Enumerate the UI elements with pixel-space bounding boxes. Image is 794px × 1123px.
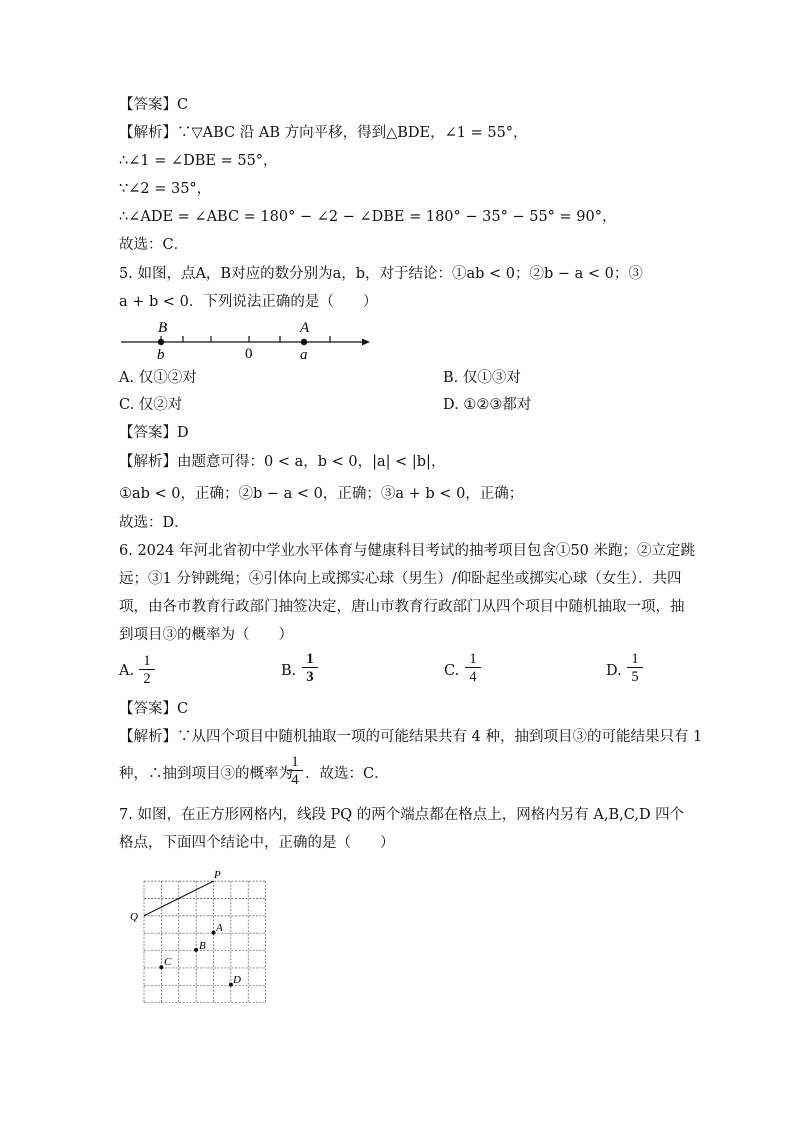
q5-analysis-line-1: 【解析】由题意可得：0 < a，b < 0，|a| < |b|， xyxy=(119,454,446,470)
q6-stem-line-2: 远；③1 分钟跳绳；④引体向上或掷实心球（男生）/仰卧起坐或掷实心球（女生）．共四 xyxy=(119,571,682,587)
fraction-denominator: 5 xyxy=(631,669,639,685)
q5-option-b: B. 仅①③对 xyxy=(443,370,521,386)
fraction-denominator: 4 xyxy=(469,669,477,685)
fraction-denominator: 4 xyxy=(291,772,299,788)
q6-option-a-label: A. xyxy=(119,663,135,679)
label-0: 0 xyxy=(245,346,253,362)
q6-stem-line-1: 6. 2024 年河北省初中学业水平体育与健康科目考试的抽考项目包含①50 米跑；②立定跳 xyxy=(119,543,696,559)
q4-conclusion: 故选：C． xyxy=(119,237,189,253)
point-c-dot xyxy=(159,965,163,969)
point-a-dot xyxy=(301,339,307,345)
q7-grid-figure xyxy=(126,870,268,1006)
q6-analysis-line-1: 【解析】∵从四个项目中随机抽取一项的可能结果共有 4 种，抽到项目③的可能结果只有 1 xyxy=(119,729,703,745)
q5-option-c: C. 仅②对 xyxy=(119,397,183,413)
q5-analysis-line-2: ①ab < 0，正确；②b − a < 0，正确；③a + b < 0，正确； xyxy=(119,486,524,502)
point-a-dot xyxy=(212,931,216,935)
q7-stem-line-2: 格点，下面四个结论中，正确的是（ ） xyxy=(119,835,395,851)
q6-option-d-label: D. xyxy=(606,663,622,679)
label-B: B xyxy=(199,940,206,952)
q5-conclusion: 故选：D． xyxy=(119,515,189,531)
label-D: D xyxy=(233,974,241,986)
fraction-numerator: 1 xyxy=(465,651,481,668)
q6-analysis-line-2-prefix: 种，∴抽到项目③的概率为 xyxy=(119,766,293,782)
fraction-numerator: 1 xyxy=(302,651,318,668)
point-b-dot xyxy=(194,948,198,952)
label-B: B xyxy=(158,320,168,336)
label-b: b xyxy=(157,347,165,363)
q6-stem-line-4: 到项目③的概率为（ ） xyxy=(119,627,293,643)
q5-number-line xyxy=(118,318,378,364)
label-P: P xyxy=(214,870,221,881)
label-a: a xyxy=(300,347,308,363)
q4-analysis-line-2: ∴∠1 = ∠DBE = 55°， xyxy=(119,153,278,169)
q6-option-b-label: B. xyxy=(281,663,297,679)
q6-option-d-fraction xyxy=(627,651,643,686)
q6-stem-line-3: 项，由各市教育行政部门抽签决定，唐山市教育行政部门从四个项目中随机抽取一项，抽 xyxy=(119,599,685,615)
q6-option-b-fraction xyxy=(302,651,318,686)
q6-option-c-fraction xyxy=(465,651,481,686)
q6-analysis-line-2-suffix: ．故选：C． xyxy=(305,766,389,782)
q4-analysis-line-3: ∵∠2 = 35°， xyxy=(119,181,212,197)
q5-stem-line-1: 5. 如图，点A，B对应的数分别为a，b，对于结论：①ab < 0；②b − a < 0；③ xyxy=(119,266,643,282)
fraction-numerator: 1 xyxy=(287,754,303,771)
q5-option-a: A. 仅①②对 xyxy=(119,370,197,386)
q7-stem-line-1: 7. 如图，在正方形网格内，线段 PQ 的两个端点都在格点上，网格内另有 A,B,C,D 四个 xyxy=(119,807,685,823)
q4-analysis-line-4: ∴∠ADE = ∠ABC = 180° − ∠2 − ∠DBE = 180° − 35° − 55° = 90°， xyxy=(119,209,617,225)
label-A: A xyxy=(300,320,310,336)
fraction-numerator: 1 xyxy=(627,651,643,668)
q6-answer: 【答案】C xyxy=(119,701,189,717)
label-A: A xyxy=(216,922,223,934)
q5-stem-line-2: a + b < 0．下列说法正确的是（ ） xyxy=(119,294,378,310)
q6-option-a-fraction xyxy=(139,653,155,688)
q6-option-c-label: C. xyxy=(444,663,460,679)
q5-answer: 【答案】D xyxy=(119,425,189,441)
label-Q: Q xyxy=(130,911,138,923)
q4-answer: 【答案】C xyxy=(119,97,189,113)
fraction-denominator: 2 xyxy=(143,671,151,687)
point-b-dot xyxy=(158,339,164,345)
label-C: C xyxy=(164,956,172,968)
fraction-denominator: 3 xyxy=(306,669,314,685)
fraction-numerator: 1 xyxy=(139,653,155,670)
q6-analysis-fraction xyxy=(287,754,303,789)
number-line-arrow xyxy=(362,339,370,346)
q4-analysis-line-1: 【解析】∵▽ABC 沿 AB 方向平移，得到△BDE，∠1 = 55°， xyxy=(119,125,528,141)
q5-option-d: D. ①②③都对 xyxy=(443,397,532,413)
